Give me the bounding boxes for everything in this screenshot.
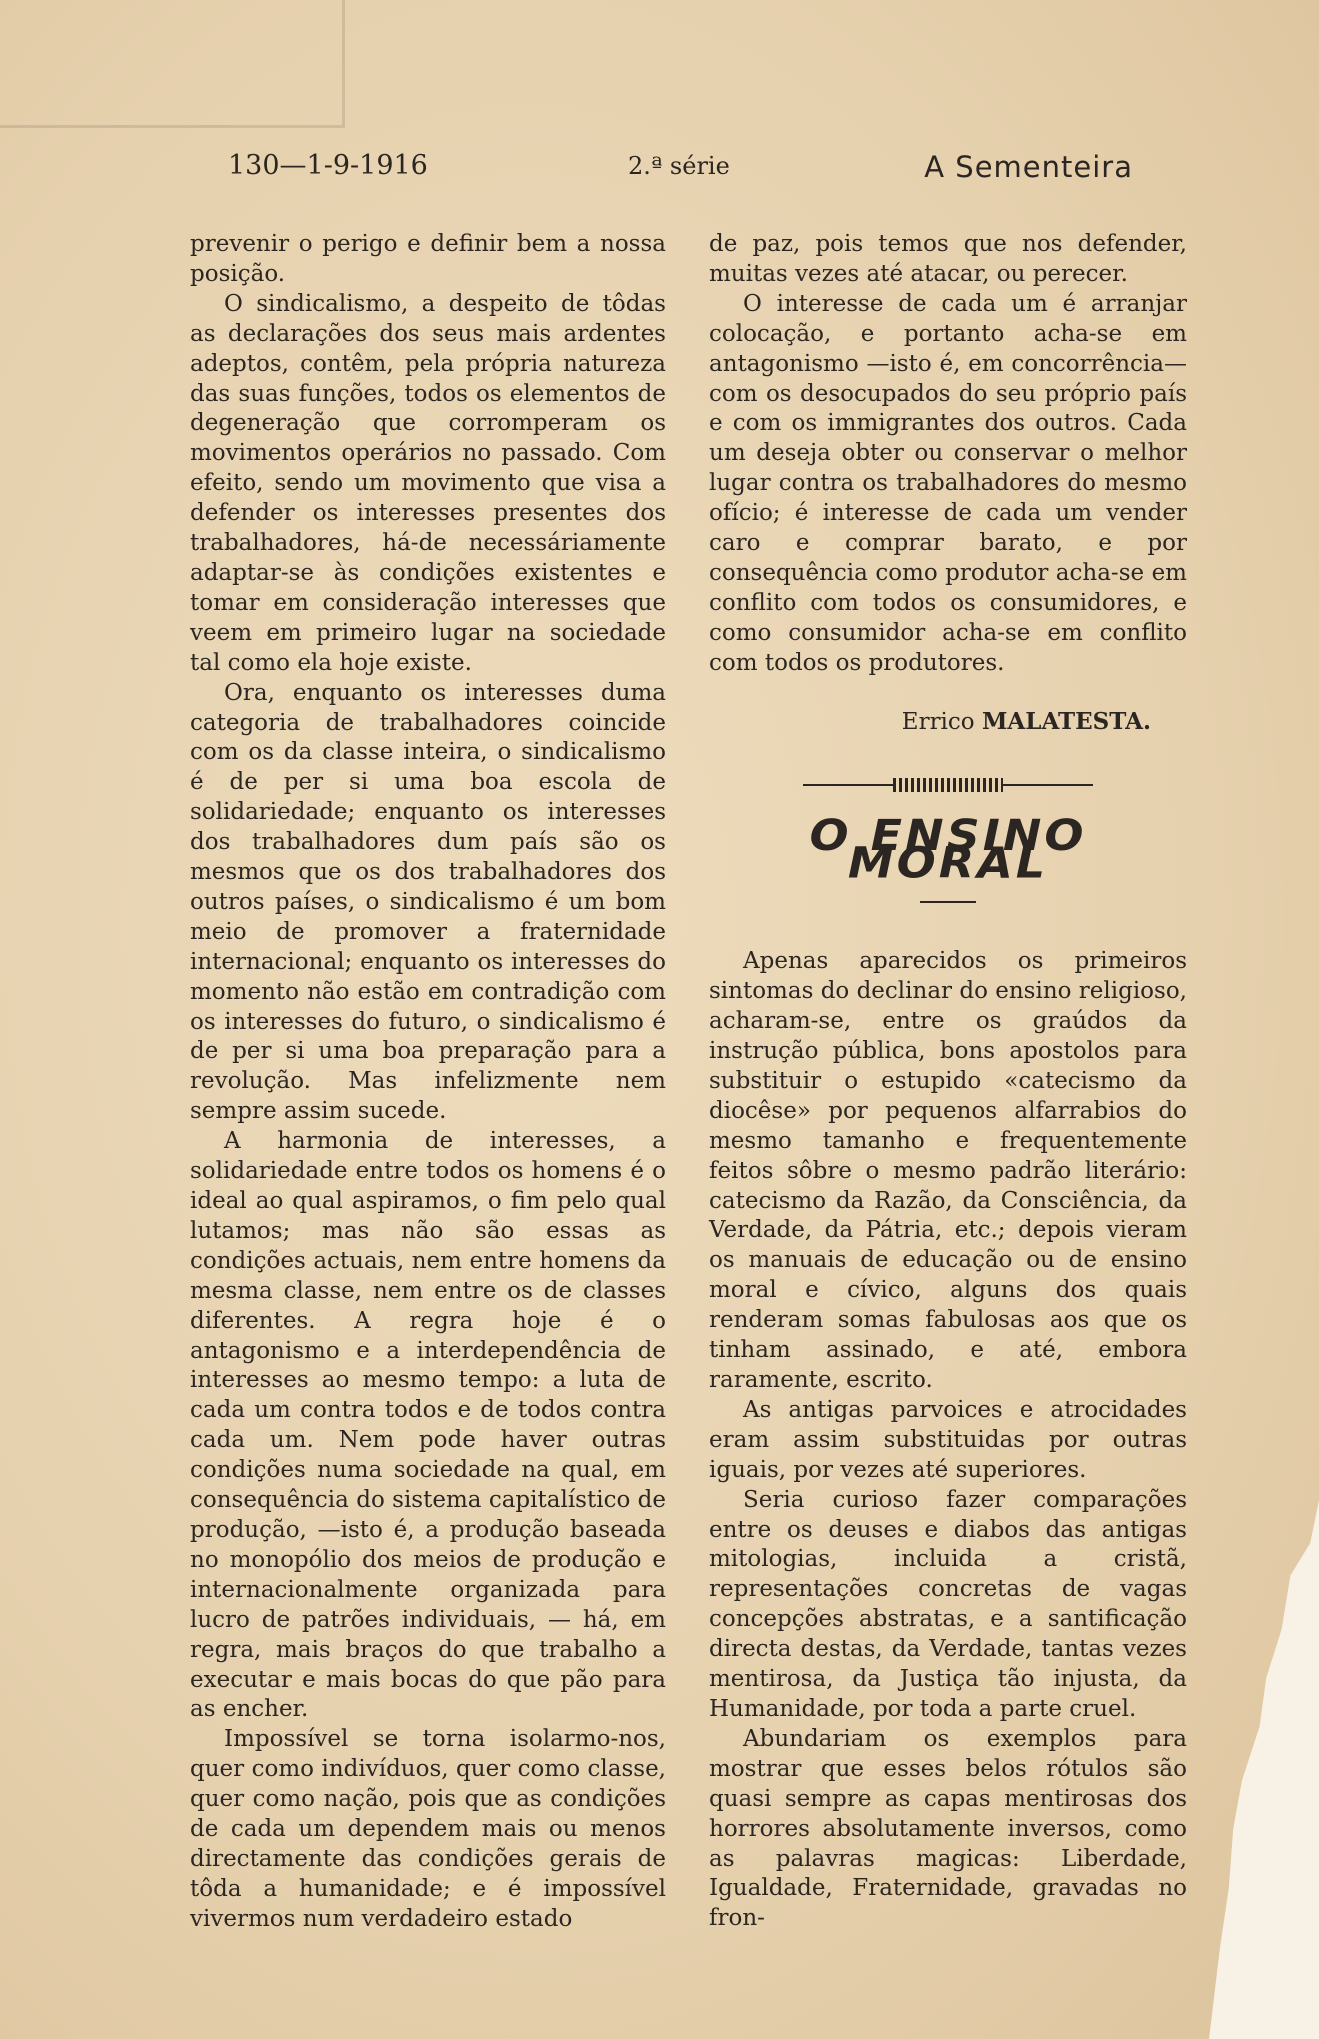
paragraph: de paz, pois temos que nos defender, muitas vezes até atacar, ou perecer. [709,231,1187,287]
faded-stamp [0,0,345,128]
author-last-name: MALATESTA. [981,707,1151,735]
paragraph: O interesse de cada um é arranjar colocação, e portanto acha-se em antagonismo —isto é, em concorrência— com os desocupados do seu próprio país e com os immigrantes dos outros. Cada um deseja obter ou conservar o melhor lugar contra os trabalhadores do mesmo ofício; é interesse de cada um vender caro e comprar barato, e por consequência como produtor acha-se em conflito com todos os consumidores, e como consumidor acha-se em conflito com todos os produtores. [709,290,1187,676]
paragraph: As antigas parvoices e atrocidades eram assim substituidas por outras iguais, por vezes até superiores. [709,1396,1187,1483]
journal-title: A Sementeira [924,150,1133,184]
paragraph: Abundariam os exemplos para mostrar que esses belos rótulos são quasi sempre as capas mentirosas dos horrores absolutamente inversos, como as palavras magicas: Liberdade, Igualdade, Fraternidade, gravadas no fron- [709,1725,1187,1932]
article-body [709,947,1187,1934]
title-rule [920,901,976,903]
issue-date: 130—1-9-1916 [228,150,428,181]
article-title: O ENSINO MORAL [809,809,1087,888]
series-label: 2.ª série [628,152,730,180]
article-continuation [709,230,1187,679]
page-header [228,150,1133,190]
paragraph: Impossível se torna isolarmo-nos, quer como indivíduos, quer como classe, quer como nação, pois que as condições de cada um dependem mais ou menos directamente das condições gerais de tôda a humanidade; e é impossível vivermos num verdadeiro estado [190,1726,666,1932]
author-first-name: Errico [901,708,975,735]
paragraph: Seria curioso fazer comparações entre os deuses e diabos das antigas mitologias, incluida a cristã, representações concretas de vagas concepções abstratas, e a santificação directa destas, da Verdade, tantas vezes mentirosa, da Justiça tão injusta, da Humanidade, por toda a parte cruel. [709,1486,1187,1722]
author-signature [709,707,1187,738]
paragraph: A harmonia de interesses, a solidariedade entre todos os homens é o ideal ao qual aspiramos, o fim pelo qual lutamos; mas não são essas as condições actuais, nem entre homens da mesma classe, nem entre os de classes diferentes. A regra hoje é o antagonismo e a interdependência de interesses ao mesmo tempo: a luta de cada um contra todos e de todos contra cada um. Nem pode haver outras condições numa sociedade na qual, em consequência do sistema capitalístico de produção, —isto é, a produção baseada no monopólio dos meios de produção e internacionalmente organizada para lucro de patrões individuais, — há, em regra, mais braços do que trabalho a executar e mais bocas do que pão para as encher. [190,1128,666,1723]
paragraph: prevenir o perigo e definir bem a nossa posição. [190,231,666,287]
ornamental-divider [803,778,1093,792]
right-column [709,230,1187,1934]
left-column [190,230,666,1935]
paragraph: Apenas aparecidos os primeiros sintomas do declinar do ensino religioso, acharam-se, entre os graúdos da instrução pública, bons apostolos para substituir o estupido «catecismo da diocêse» por pequenos alfarrabios do mesmo tamanho e frequentemente feitos sôbre o mesmo padrão literário: catecismo da Razão, da Consciência, da Verdade, da Pátria, etc.; depois vieram os manuais de educação ou de ensino moral e cívico, alguns dos quais renderam somas fabulosas aos que os tinham assinado, e até, embora raramente, escrito. [709,948,1187,1393]
paragraph: O sindicalismo, a despeito de tôdas as declarações dos seus mais ardentes adeptos, contêm, pela própria natureza das suas funções, todos os elementos de degeneração que corromperam os movimentos operários no passado. Com efeito, sendo um movimento que visa a defender os interesses presentes dos trabalhadores, há-de necessáriamente adaptar-se às condições existentes e tomar em consideração interesses que veem em primeiro lugar na sociedade tal como ela hoje existe. [190,290,666,676]
paragraph: Ora, enquanto os interesses duma categoria de trabalhadores coincide com os da classe inteira, o sindicalismo é de per si uma boa escola de solidariedade; enquanto os interesses dos trabalhadores dum país são os mesmos que os dos trabalhadores dos outros países, o sindicalismo é um bom meio de promover a fraternidade internacional; enquanto os interesses do momento não estão em contradição com os interesses do futuro, o sindicalismo é de per si uma boa preparação para a revolução. Mas infelizmente nem sempre assim sucede. [190,679,666,1125]
